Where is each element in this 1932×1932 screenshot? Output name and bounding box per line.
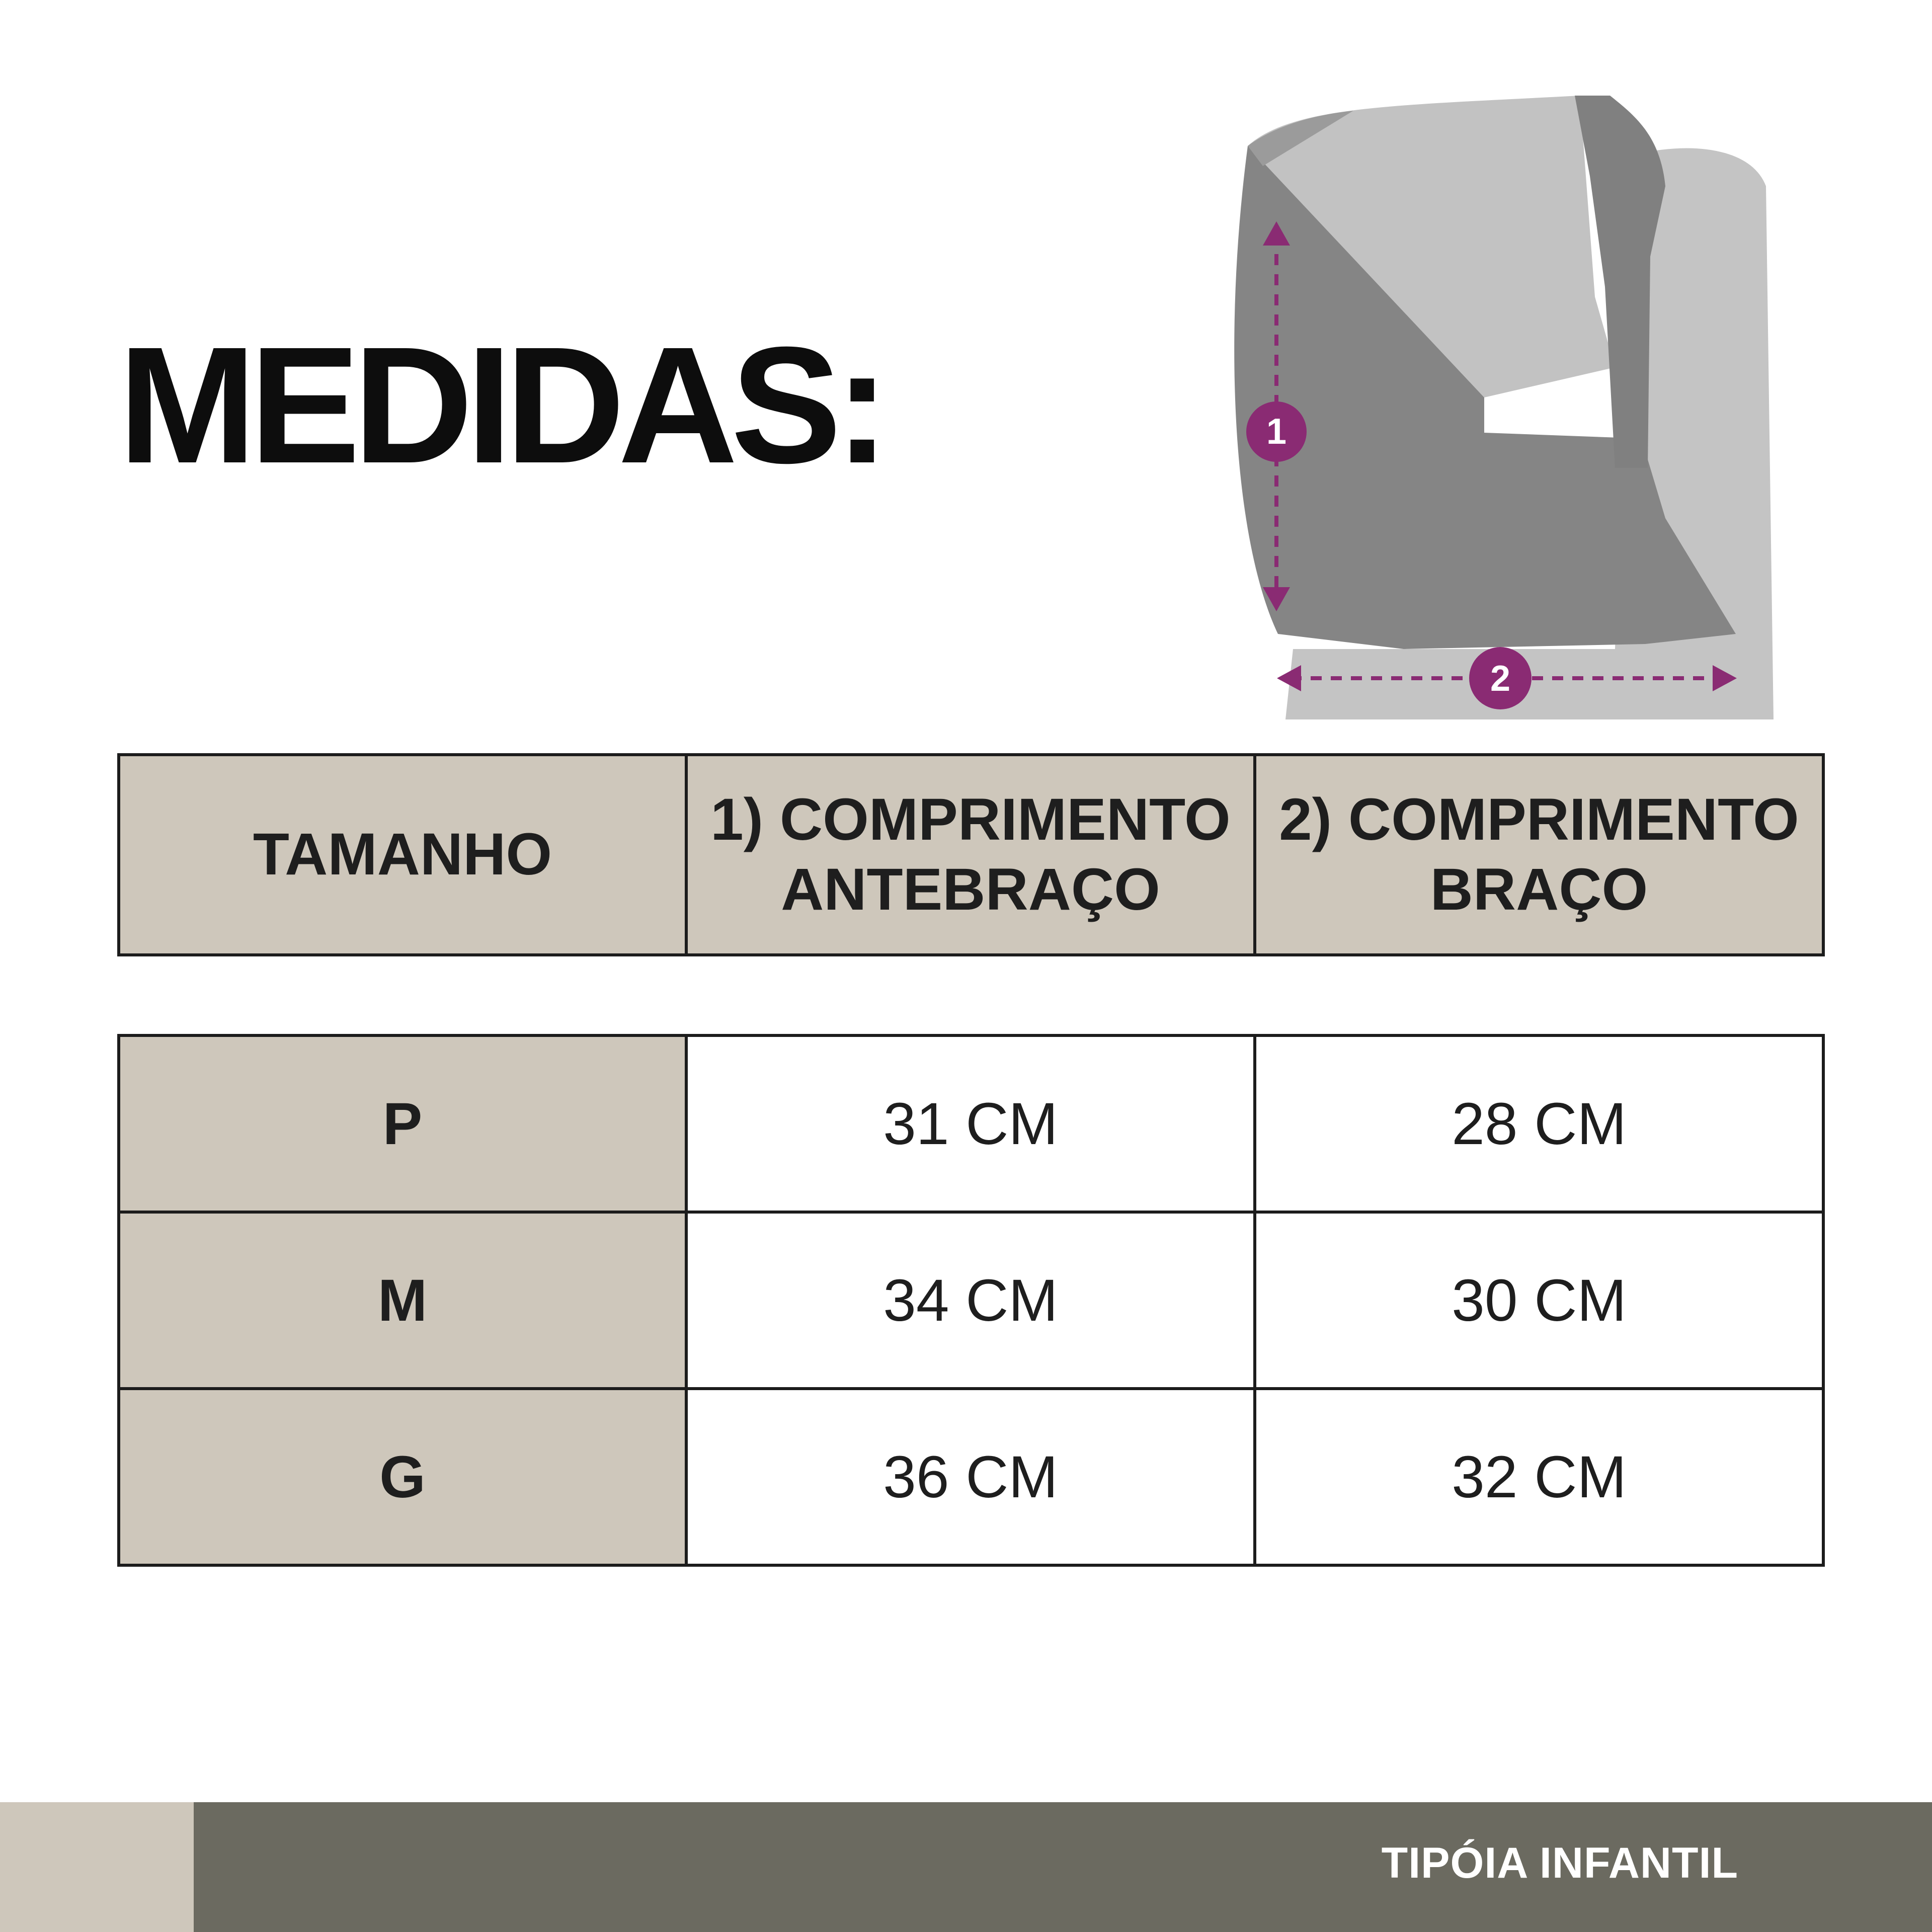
forearm-cell: 36 CM xyxy=(686,1389,1255,1565)
header-line: ANTEBRAÇO xyxy=(781,856,1160,923)
table-row xyxy=(119,1212,1823,1389)
footer-label: TIPÓIA INFANTIL xyxy=(1381,1839,1738,1887)
table-row xyxy=(119,1035,1823,1212)
arm-cell: 28 CM xyxy=(1255,1035,1823,1212)
header-line: 2) COMPRIMENTO xyxy=(1279,786,1799,853)
size-cell: M xyxy=(119,1212,686,1389)
footer-bar xyxy=(0,1802,1932,1932)
header-tamanho xyxy=(119,755,686,955)
header-line: TAMANHO xyxy=(253,821,552,888)
forearm-cell: 31 CM xyxy=(686,1035,1255,1212)
header-comprimento-antebraco xyxy=(686,755,1255,955)
table-row xyxy=(119,1389,1823,1565)
forearm-cell: 34 CM xyxy=(686,1212,1255,1389)
header-line: 1) COMPRIMENTO xyxy=(710,786,1231,853)
size-table-header xyxy=(117,753,1825,956)
marker-2: 2 xyxy=(1490,659,1511,699)
header-line: BRAÇO xyxy=(1430,856,1648,923)
page-title: MEDIDAS: xyxy=(118,312,883,498)
arm-cell: 30 CM xyxy=(1255,1212,1823,1389)
arm-sling-illustration xyxy=(1202,86,1801,719)
arm-cell: 32 CM xyxy=(1255,1389,1823,1565)
size-cell: G xyxy=(119,1389,686,1565)
marker-1: 1 xyxy=(1266,412,1287,452)
footer-swatch xyxy=(0,1802,194,1932)
size-cell: P xyxy=(119,1035,686,1212)
size-table xyxy=(117,1034,1825,1567)
header-comprimento-braco xyxy=(1255,755,1823,955)
